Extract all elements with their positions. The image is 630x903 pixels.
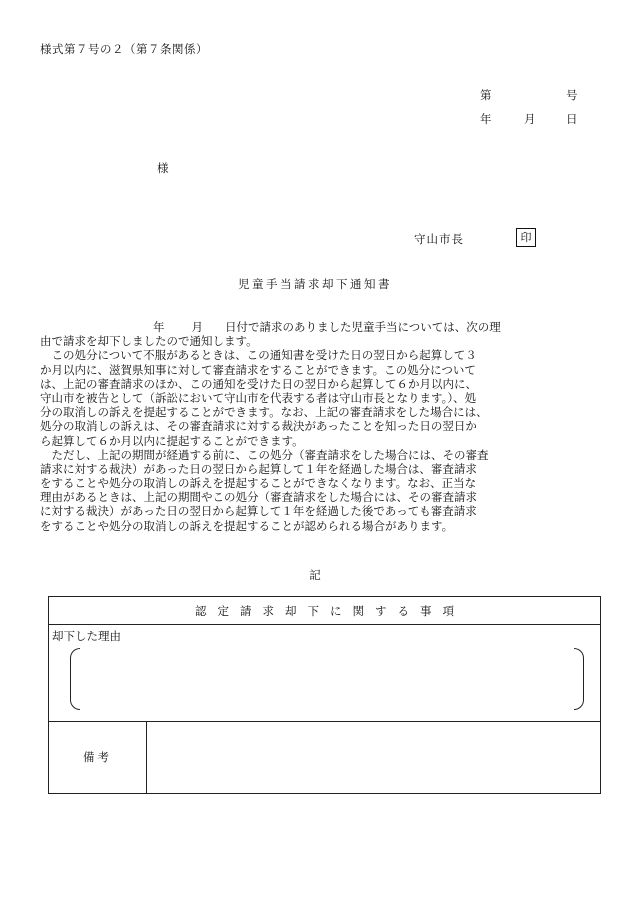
document-number-prefix: 第 xyxy=(480,88,492,102)
body-line: この処分について不服があるときは、この通知書を受けた日の翌日から起算して３ xyxy=(40,348,477,363)
body-line: 請求に対する裁決）があった日の翌日から起算して１年を経過した場合は、審査請求 xyxy=(40,461,477,476)
body-line: か月以内に、滋賀県知事に対して審査請求をすることができます。この処分について xyxy=(40,362,476,377)
date-year-label: 年 xyxy=(480,112,492,126)
body-line: 由で請求を却下しましたので通知します。 xyxy=(40,334,258,349)
right-parenthesis-bracket xyxy=(574,648,584,710)
form-number: 様式第７号の２（第７条関係） xyxy=(40,42,208,56)
body-line: ら起算して６か月以内に提起することができます。 xyxy=(40,433,304,448)
body-line: をすることや処分の取消しの訴えを提起することができなくなります。なお、正当な xyxy=(40,476,477,491)
body-month-label: 月 xyxy=(191,320,203,334)
body-year-label: 年 xyxy=(153,320,165,334)
date-month-label: 月 xyxy=(524,112,536,126)
ki-note-mark: 記 xyxy=(309,568,321,582)
body-line: 分の取消しの訴えを提起することができます。なお、上記の審査請求をした場合には、 xyxy=(40,405,488,420)
body-line: ただし、上記の期間が経過する前に、この処分（審査請求をした場合には、その審査 xyxy=(40,447,489,462)
issuer-name: 守山市長 xyxy=(414,232,464,246)
body-line: 理由があるときは、上記の期間やこの処分（審査請求をした場合には、その審査請求 xyxy=(40,490,477,505)
document-title: 児童手当請求却下通知書 xyxy=(238,277,392,291)
table-column-divider xyxy=(146,721,147,793)
table-header: 認定請求却下に関する事項 xyxy=(49,597,600,625)
body-first-line-text: 日付で請求のありました児童手当については、次の理 xyxy=(225,320,501,334)
left-parenthesis-bracket xyxy=(70,648,80,710)
seal-stamp: 印 xyxy=(516,228,536,247)
body-line: は、上記の審査請求のほか、この通知を受けた日の翌日から起算して６か月以内に、 xyxy=(40,376,477,391)
body-line: 処分の取消しの訴えは、その審査請求に対する裁決があったことを知った日の翌日か xyxy=(40,419,477,434)
recipient-honorific: 様 xyxy=(157,161,169,175)
body-line: をすることや処分の取消しの訴えを提起することが認められる場合があります。 xyxy=(40,518,454,533)
rejection-reason-label: 却下した理由 xyxy=(52,629,121,643)
body-line: に対する裁決）があった日の翌日から起算して１年を経過した後であっても審査請求 xyxy=(40,504,477,519)
body-line: 守山市を被告として（訴訟において守山市を代表する者は守山市長となります。）、処 xyxy=(40,390,477,405)
date-day-label: 日 xyxy=(566,112,578,126)
document-number-suffix: 号 xyxy=(566,88,578,102)
notice-body xyxy=(40,320,578,533)
remarks-label: 備考 xyxy=(83,750,112,764)
rejection-details-table xyxy=(48,596,601,794)
body-line-first xyxy=(40,320,578,334)
